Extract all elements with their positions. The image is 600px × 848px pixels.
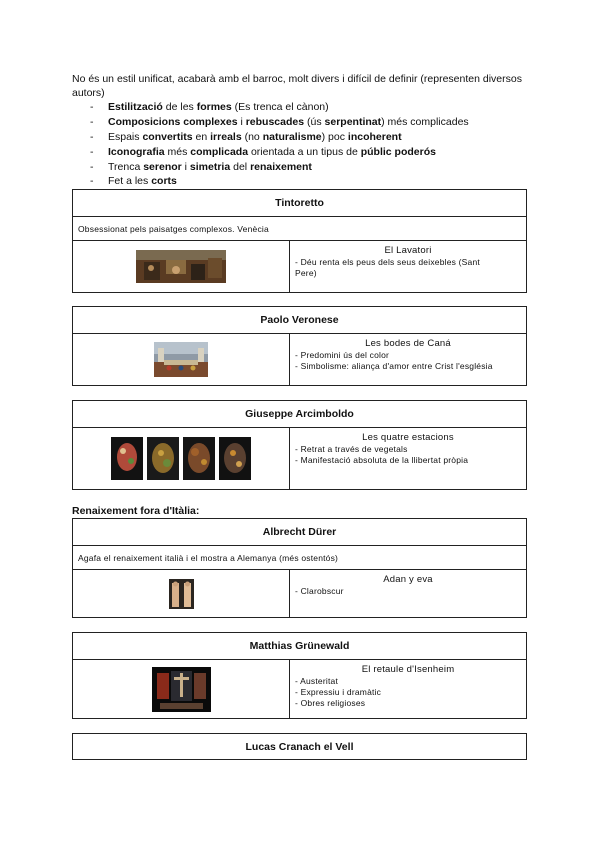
grunewald-text-cell: [290, 660, 526, 718]
veronese-title: Paolo Veronese: [73, 307, 526, 334]
veronese-text-cell: [290, 334, 526, 385]
retaule-isenheim-painting: [152, 667, 211, 712]
bold-term: naturalisme: [262, 130, 322, 143]
arcimboldo-title: Giuseppe Arcimboldo: [73, 401, 526, 428]
intro-bullet: [72, 160, 528, 175]
bold-term: serenor: [143, 160, 182, 173]
grunewald-image-cell: [73, 660, 290, 718]
work-bullet: - Expressiu i dramàtic: [295, 687, 382, 697]
work-title-lavatori: El Lavatori: [384, 245, 432, 256]
bodes-cana-painting: [154, 342, 208, 377]
veronese-image-cell: [73, 334, 290, 385]
work-bullet: Pere): [295, 268, 317, 278]
veronese-box: [72, 306, 527, 386]
section-heading: Renaixement fora d'Itàlia:: [72, 505, 200, 517]
durer-image-cell: [73, 570, 290, 617]
text-run: i: [181, 160, 190, 173]
text-run: Fet a les: [108, 175, 152, 188]
autumn-portrait: [183, 437, 215, 480]
intro-bullet-list: [72, 100, 528, 189]
grunewald-box: [72, 632, 527, 719]
tintoretto-text-cell: [290, 241, 526, 292]
intro-bullet: [72, 130, 528, 145]
text-run: en: [192, 130, 211, 143]
lavatori-painting: [136, 250, 226, 283]
text-run: més: [164, 145, 191, 158]
durer-box: [72, 518, 527, 618]
summer-portrait: [147, 437, 179, 480]
text-run: (Es trenca el cànon): [231, 101, 329, 113]
intro-paragraph: No és un estil unificat, acabarà amb el barroc, molt divers i difícil de definir (representen diversos autors): [72, 73, 522, 99]
intro-block: [72, 72, 528, 189]
work-bullet: - Predomini ús del color: [295, 350, 390, 360]
arcimboldo-image-cell: [73, 428, 290, 489]
intro-bullet: [72, 115, 528, 130]
durer-description: Agafa el renaixement italià i el mostra a Alemanya (més ostentós): [73, 546, 526, 570]
text-run: (no: [241, 130, 263, 143]
cranach-title: Lucas Cranach el Vell: [245, 740, 354, 753]
adan-eva-painting: [169, 579, 194, 609]
durer-title: Albrecht Dürer: [73, 519, 526, 546]
text-run: del: [230, 160, 251, 173]
intro-bullet: [72, 100, 528, 115]
work-bullet: - Retrat a través de vegetals: [295, 444, 408, 454]
tintoretto-image-cell: [73, 241, 290, 292]
work-bullet: - Obres religioses: [295, 698, 366, 708]
arcimboldo-box: [72, 400, 527, 490]
text-run: orientada a un tipus de: [248, 145, 361, 158]
tintoretto-description: Obsessionat pels paisatges complexos. Venècia: [73, 217, 526, 241]
bold-term: formes: [196, 101, 232, 113]
work-title-quatre-estacions: Les quatre estacions: [362, 432, 454, 443]
work-bullet: - Austeritat: [295, 676, 339, 686]
text-run: ) poc: [321, 130, 348, 143]
work-bullet: - Simbolisme: aliança d'amor entre Crist l'església: [295, 361, 493, 371]
bold-term: Estilització: [108, 101, 163, 113]
work-title-bodes-cana: Les bodes de Caná: [365, 338, 451, 349]
bold-term: Composicions complexes: [108, 115, 238, 128]
bold-term: Iconografia: [108, 145, 165, 158]
bold-term: corts: [151, 175, 177, 188]
bold-term: convertits: [142, 130, 193, 143]
text-run: (ús: [304, 115, 325, 128]
text-run: ) més complicades: [381, 115, 469, 128]
bold-term: irreals: [210, 130, 242, 143]
work-title-adan-eva: Adan y eva: [383, 574, 433, 585]
grunewald-title: Matthias Grünewald: [73, 633, 526, 660]
winter-portrait: [219, 437, 251, 480]
text-run: de les: [162, 101, 197, 113]
bold-term: públic poderós: [360, 145, 436, 158]
tintoretto-title: Tintoretto: [73, 190, 526, 217]
text-run: Espais: [108, 130, 143, 143]
intro-bullet: [72, 145, 528, 160]
intro-bullet: [72, 174, 528, 189]
work-bullet: - Déu renta els peus dels seus deixebles (Sant: [295, 257, 480, 267]
text-run: i: [237, 115, 246, 128]
work-bullet: - Clarobscur: [295, 586, 344, 596]
tintoretto-box: [72, 189, 527, 293]
durer-text-cell: [290, 570, 526, 617]
bold-term: incoherent: [347, 130, 402, 143]
bold-term: renaixement: [250, 160, 312, 173]
bold-term: simetria: [189, 160, 231, 173]
bold-term: complicada: [190, 145, 249, 158]
cranach-box: [72, 733, 527, 760]
spring-portrait: [111, 437, 143, 480]
bold-term: rebuscades: [245, 115, 305, 128]
bold-term: serpentinat: [324, 115, 382, 128]
arcimboldo-text-cell: [290, 428, 526, 489]
work-bullet: - Manifestació absoluta de la llibertat pròpia: [295, 455, 469, 465]
text-run: Trenca: [108, 160, 144, 173]
work-title-retaule: El retaule d'Isenheim: [361, 664, 455, 675]
